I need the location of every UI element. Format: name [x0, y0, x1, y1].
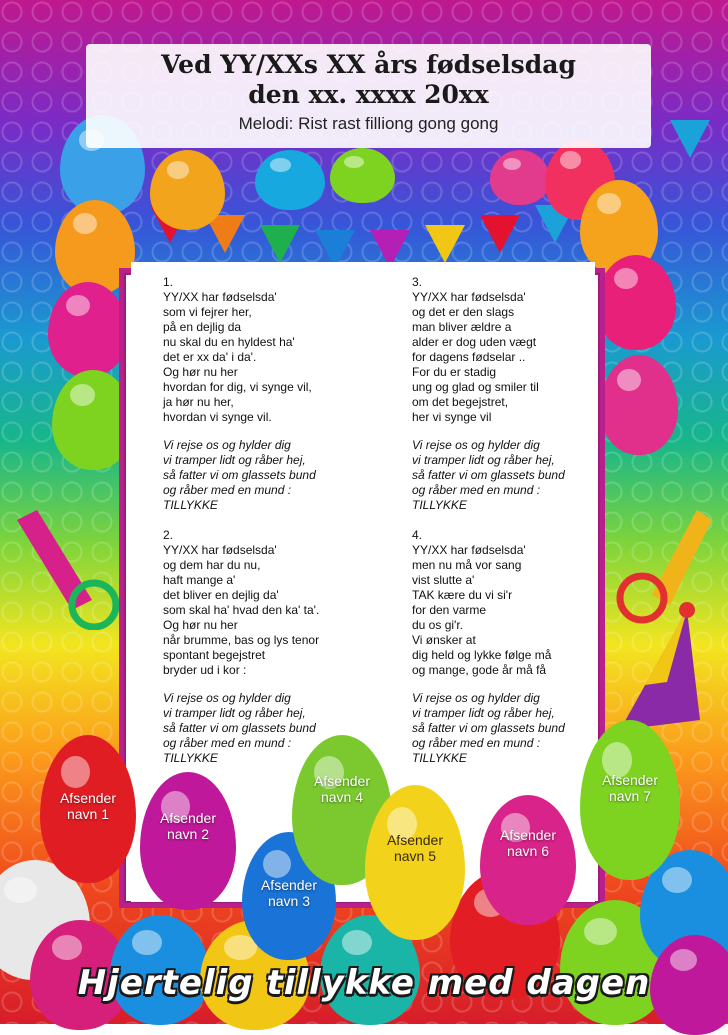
verse-line: det er xx da' i da'. — [163, 350, 257, 364]
melody-line: Melodi: Rist rast filliong gong gong — [238, 114, 499, 133]
verse-4 — [412, 528, 565, 766]
verse-line: haft mange a' — [163, 573, 236, 587]
page-title — [86, 44, 651, 110]
verse-line: YY/XX har fødselsda' — [412, 290, 526, 304]
sender-balloon-2 — [140, 772, 236, 910]
chorus-line: og råber med en mund : — [412, 483, 541, 497]
verse-line: og det er den slags — [412, 305, 515, 319]
chorus-line: TILLYKKE — [412, 751, 467, 765]
title-line-1: Ved YY/XXs XX års fødselsdag — [161, 50, 576, 79]
chorus — [412, 438, 565, 513]
verse-number: 1. — [163, 275, 174, 289]
sender-balloon-6 — [480, 795, 576, 925]
verse-1 — [163, 275, 316, 513]
verse-line: dig held og lykke følge må — [412, 648, 552, 662]
verse-2 — [163, 528, 319, 766]
balloon — [255, 150, 325, 210]
verse-number: 3. — [412, 275, 423, 289]
chorus — [163, 691, 319, 766]
chorus-line: vi tramper lidt og råber hej, — [163, 453, 306, 467]
verse-line: når brumme, bas og lys tenor — [163, 633, 320, 647]
chorus-line: så fatter vi om glassets bund — [163, 721, 316, 735]
sender-label-7: Afsender navn 7 — [601, 772, 659, 804]
verse-line: man bliver ældre a — [412, 320, 512, 334]
chorus-line: Vi rejse os og hylder dig — [412, 691, 540, 705]
chorus-line: TILLYKKE — [163, 751, 218, 765]
balloon — [330, 148, 395, 203]
verse-line: YY/XX har fødselsda' — [412, 543, 526, 557]
verse-line: Vi ønsker at — [412, 633, 476, 647]
chorus-line: og råber med en mund : — [412, 736, 541, 750]
chorus-line: vi tramper lidt og råber hej, — [412, 453, 555, 467]
sender-label-6: Afsender navn 6 — [499, 827, 557, 859]
chorus-line: så fatter vi om glassets bund — [412, 721, 565, 735]
sender-label-5: Afsender navn 5 — [386, 832, 444, 864]
chorus-line: så fatter vi om glassets bund — [412, 468, 565, 482]
verse-line: Og hør nu her — [163, 365, 238, 379]
verse-line: hvordan for dig, vi synge vil, — [163, 380, 312, 394]
balloon — [596, 255, 676, 350]
verse-line: YY/XX har fødselsda' — [163, 543, 277, 557]
chorus-line: vi tramper lidt og råber hej, — [412, 706, 555, 720]
sender-label-2: Afsender navn 2 — [159, 810, 217, 842]
sender-label-1: Afsender navn 1 — [59, 790, 117, 822]
verse-number: 4. — [412, 528, 423, 542]
chorus-line: og råber med en mund : — [163, 483, 292, 497]
chorus-line: og råber med en mund : — [163, 736, 292, 750]
verse-line: men nu må vor sang — [412, 558, 522, 572]
chorus — [163, 438, 316, 513]
verse-line: alder er dog uden vægt — [412, 335, 537, 349]
title-line-2: den xx. xxxx 20xx — [248, 80, 489, 109]
balloon — [600, 355, 678, 455]
verse-line: du os gi'r. — [412, 618, 463, 632]
pennant-flag — [425, 225, 465, 263]
verse-line: TAK kære du vi si'r — [412, 588, 513, 602]
pennant-flag — [670, 120, 710, 158]
verse-line: hvordan vi synge vil. — [163, 410, 272, 424]
verse-line: nu skal du en hyldest ha' — [163, 335, 295, 349]
chorus-line: TILLYKKE — [412, 498, 467, 512]
sender-label-4: Afsender navn 4 — [313, 773, 371, 805]
verse-3 — [412, 275, 565, 513]
verse-line: på en dejlig da — [163, 320, 242, 334]
verse-line: for den varme — [412, 603, 487, 617]
verse-line: Og hør nu her — [163, 618, 238, 632]
chorus-line: så fatter vi om glassets bund — [163, 468, 316, 482]
balloon — [48, 282, 128, 377]
balloon — [490, 150, 550, 205]
verse-number: 2. — [163, 528, 174, 542]
chorus-line: Vi rejse os og hylder dig — [163, 438, 291, 452]
pennant-flag — [260, 225, 300, 263]
chorus-line: Vi rejse os og hylder dig — [412, 438, 540, 452]
verse-line: som skal ha' hvad den ka' ta'. — [163, 603, 320, 617]
sender-label-3: Afsender navn 3 — [260, 877, 318, 909]
party-horn-left-icon — [12, 510, 122, 630]
balloon — [150, 150, 225, 230]
verse-line: det bliver en dejlig da' — [163, 588, 279, 602]
verse-line: og dem har du nu, — [163, 558, 261, 572]
verse-line: bryder ud i kor : — [163, 663, 247, 677]
verse-line: ung og glad og smiler til — [412, 380, 539, 394]
verse-line: her vi synge vil — [412, 410, 492, 424]
verse-line: for dagens fødselar .. — [412, 350, 526, 364]
verse-line: ja hør nu her, — [163, 395, 234, 409]
pennant-flag — [480, 215, 520, 253]
chorus — [412, 691, 565, 766]
chorus-line: vi tramper lidt og råber hej, — [163, 706, 306, 720]
chorus-line: Vi rejse os og hylder dig — [163, 691, 291, 705]
verse-line: om det begejstret, — [412, 395, 509, 409]
title-box — [86, 44, 651, 148]
verse-line: YY/XX har fødselsda' — [163, 290, 277, 304]
verse-line: For du er stadig — [412, 365, 497, 379]
verse-line: som vi fejrer her, — [163, 305, 252, 319]
verse-line: vist slutte a' — [412, 573, 475, 587]
verse-line: spontant begejstret — [163, 648, 266, 662]
footer-greeting: Hjertelig tillykke med dagen — [77, 963, 651, 1003]
verse-line: og mange, gode år må få — [412, 663, 547, 677]
chorus-line: TILLYKKE — [163, 498, 218, 512]
party-hat-icon — [615, 600, 705, 740]
